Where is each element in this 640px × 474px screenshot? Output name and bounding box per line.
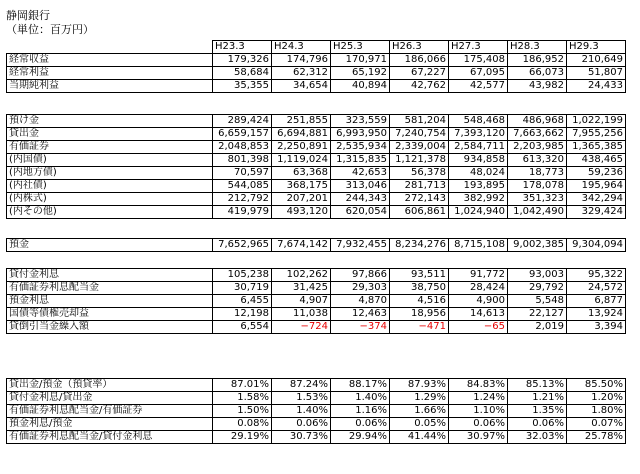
year-header-cell: H27.3 bbox=[449, 41, 508, 54]
value-cell: 63,368 bbox=[272, 167, 331, 180]
value-cell: 30.97% bbox=[449, 431, 508, 444]
value-cell: 88.17% bbox=[331, 379, 390, 392]
value-cell: 2,250,891 bbox=[272, 141, 331, 154]
value-cell: 2,339,004 bbox=[390, 141, 449, 154]
value-cell: 382,992 bbox=[449, 193, 508, 206]
value-cell: 419,979 bbox=[213, 206, 272, 219]
value-cell: 2,535,934 bbox=[331, 141, 390, 154]
value-cell: 29.19% bbox=[213, 431, 272, 444]
table-row bbox=[7, 154, 626, 167]
row-label: 有価証券利息配当金/貸付金利息 bbox=[7, 431, 213, 444]
row-label: 有価証券利息配当金/有価証券 bbox=[7, 405, 213, 418]
value-cell: 6,554 bbox=[213, 321, 272, 334]
year-header-cell: H28.3 bbox=[508, 41, 567, 54]
value-cell: 12,198 bbox=[213, 308, 272, 321]
value-cell: 12,463 bbox=[331, 308, 390, 321]
value-cell: 1.66% bbox=[390, 405, 449, 418]
value-cell: 606,861 bbox=[390, 206, 449, 219]
value-cell: 31,425 bbox=[272, 282, 331, 295]
value-cell: 6,455 bbox=[213, 295, 272, 308]
value-cell: 13,924 bbox=[567, 308, 626, 321]
value-cell: 24,433 bbox=[567, 80, 626, 93]
value-cell: 1,315,835 bbox=[331, 154, 390, 167]
value-cell: 8,234,276 bbox=[390, 239, 449, 252]
value-cell: 2,048,853 bbox=[213, 141, 272, 154]
table-row bbox=[7, 206, 626, 219]
table-row bbox=[7, 269, 626, 282]
value-cell: 289,424 bbox=[213, 115, 272, 128]
value-cell: 95,322 bbox=[567, 269, 626, 282]
value-cell: 0.06% bbox=[331, 418, 390, 431]
value-cell: 251,855 bbox=[272, 115, 331, 128]
value-cell: 93,511 bbox=[390, 269, 449, 282]
value-cell: 1,024,940 bbox=[449, 206, 508, 219]
value-cell: 6,993,950 bbox=[331, 128, 390, 141]
value-cell: 5,548 bbox=[508, 295, 567, 308]
value-cell: 7,932,455 bbox=[331, 239, 390, 252]
value-cell: 351,323 bbox=[508, 193, 567, 206]
value-cell: 29,792 bbox=[508, 282, 567, 295]
value-cell: 0.06% bbox=[449, 418, 508, 431]
value-cell: 2,019 bbox=[508, 321, 567, 334]
bank-title: 静岡銀行 bbox=[6, 9, 50, 22]
value-cell: 40,894 bbox=[331, 80, 390, 93]
value-cell: 0.06% bbox=[508, 418, 567, 431]
value-cell: 1.80% bbox=[567, 405, 626, 418]
value-cell: 34,654 bbox=[272, 80, 331, 93]
value-cell: 7,674,142 bbox=[272, 239, 331, 252]
value-cell: 0.05% bbox=[390, 418, 449, 431]
value-cell: 93,003 bbox=[508, 269, 567, 282]
value-cell: 7,240,754 bbox=[390, 128, 449, 141]
value-cell: 178,078 bbox=[508, 180, 567, 193]
row-label: 貸出金 bbox=[7, 128, 213, 141]
year-header-cell: H24.3 bbox=[272, 41, 331, 54]
value-cell: 620,054 bbox=[331, 206, 390, 219]
value-cell: 175,408 bbox=[449, 54, 508, 67]
value-cell: 0.06% bbox=[272, 418, 331, 431]
value-cell: 179,326 bbox=[213, 54, 272, 67]
value-cell: 6,694,881 bbox=[272, 128, 331, 141]
value-cell: 4,870 bbox=[331, 295, 390, 308]
value-cell: 934,858 bbox=[449, 154, 508, 167]
value-cell: 186,066 bbox=[390, 54, 449, 67]
value-cell: 18,773 bbox=[508, 167, 567, 180]
value-cell: 66,073 bbox=[508, 67, 567, 80]
row-label: 預金利息/預金 bbox=[7, 418, 213, 431]
value-cell: 3,394 bbox=[567, 321, 626, 334]
value-cell: 1.29% bbox=[390, 392, 449, 405]
value-cell: 613,320 bbox=[508, 154, 567, 167]
value-cell: 0.08% bbox=[213, 418, 272, 431]
value-cell: 41.44% bbox=[390, 431, 449, 444]
value-cell: 87.01% bbox=[213, 379, 272, 392]
value-cell: 9,002,385 bbox=[508, 239, 567, 252]
value-cell: 1.20% bbox=[567, 392, 626, 405]
data-table-3 bbox=[6, 238, 626, 252]
value-cell: 42,577 bbox=[449, 80, 508, 93]
value-cell: 170,971 bbox=[331, 54, 390, 67]
row-label: 貸倒引当金繰入額 bbox=[7, 321, 213, 334]
value-cell: 42,653 bbox=[331, 167, 390, 180]
value-cell: 51,807 bbox=[567, 67, 626, 80]
value-cell: 14,613 bbox=[449, 308, 508, 321]
value-cell: 195,964 bbox=[567, 180, 626, 193]
value-cell: 323,559 bbox=[331, 115, 390, 128]
value-cell: 7,663,662 bbox=[508, 128, 567, 141]
value-cell: 7,393,120 bbox=[449, 128, 508, 141]
value-cell: 1.21% bbox=[508, 392, 567, 405]
row-label: 有価証券 bbox=[7, 141, 213, 154]
value-cell: −471 bbox=[390, 321, 449, 334]
value-cell: 67,095 bbox=[449, 67, 508, 80]
value-cell: 244,343 bbox=[331, 193, 390, 206]
table-row bbox=[7, 321, 626, 334]
data-table-2 bbox=[6, 114, 626, 219]
value-cell: 65,192 bbox=[331, 67, 390, 80]
value-cell: 1.40% bbox=[272, 405, 331, 418]
row-label: (内その他) bbox=[7, 206, 213, 219]
value-cell: 29,303 bbox=[331, 282, 390, 295]
value-cell: −65 bbox=[449, 321, 508, 334]
year-header-row bbox=[7, 41, 626, 54]
value-cell: 43,982 bbox=[508, 80, 567, 93]
table-row bbox=[7, 239, 626, 252]
value-cell: 30,719 bbox=[213, 282, 272, 295]
value-cell: 67,227 bbox=[390, 67, 449, 80]
data-table-4 bbox=[6, 268, 626, 334]
value-cell: 1.53% bbox=[272, 392, 331, 405]
value-cell: 91,772 bbox=[449, 269, 508, 282]
value-cell: 801,398 bbox=[213, 154, 272, 167]
value-cell: 174,796 bbox=[272, 54, 331, 67]
table-row bbox=[7, 128, 626, 141]
table-row bbox=[7, 167, 626, 180]
value-cell: 186,952 bbox=[508, 54, 567, 67]
value-cell: 38,750 bbox=[390, 282, 449, 295]
table-row bbox=[7, 141, 626, 154]
value-cell: 548,468 bbox=[449, 115, 508, 128]
value-cell: 6,659,157 bbox=[213, 128, 272, 141]
table-row bbox=[7, 282, 626, 295]
value-cell: 207,201 bbox=[272, 193, 331, 206]
value-cell: 329,424 bbox=[567, 206, 626, 219]
value-cell: 22,127 bbox=[508, 308, 567, 321]
value-cell: 438,465 bbox=[567, 154, 626, 167]
row-label: (内株式) bbox=[7, 193, 213, 206]
value-cell: 4,900 bbox=[449, 295, 508, 308]
value-cell: 2,203,985 bbox=[508, 141, 567, 154]
value-cell: 581,204 bbox=[390, 115, 449, 128]
table-row bbox=[7, 418, 626, 431]
value-cell: 30.73% bbox=[272, 431, 331, 444]
value-cell: 1.35% bbox=[508, 405, 567, 418]
value-cell: 62,312 bbox=[272, 67, 331, 80]
row-label: (内地方債) bbox=[7, 167, 213, 180]
value-cell: 85.13% bbox=[508, 379, 567, 392]
table-row bbox=[7, 379, 626, 392]
value-cell: 24,572 bbox=[567, 282, 626, 295]
value-cell: 42,762 bbox=[390, 80, 449, 93]
table-row bbox=[7, 180, 626, 193]
value-cell: 97,866 bbox=[331, 269, 390, 282]
value-cell: 4,516 bbox=[390, 295, 449, 308]
value-cell: 4,907 bbox=[272, 295, 331, 308]
value-cell: 28,424 bbox=[449, 282, 508, 295]
value-cell: −374 bbox=[331, 321, 390, 334]
value-cell: 212,792 bbox=[213, 193, 272, 206]
row-label: (内社債) bbox=[7, 180, 213, 193]
table-row bbox=[7, 193, 626, 206]
value-cell: 84.83% bbox=[449, 379, 508, 392]
row-label: 貸出金/預金（預貸率） bbox=[7, 379, 213, 392]
value-cell: 87.93% bbox=[390, 379, 449, 392]
year-header-cell: H29.3 bbox=[567, 41, 626, 54]
value-cell: 1.58% bbox=[213, 392, 272, 405]
value-cell: 58,684 bbox=[213, 67, 272, 80]
table-row bbox=[7, 431, 626, 444]
value-cell: 7,955,256 bbox=[567, 128, 626, 141]
value-cell: 18,956 bbox=[390, 308, 449, 321]
value-cell: 1,042,490 bbox=[508, 206, 567, 219]
row-label: (内国債) bbox=[7, 154, 213, 167]
value-cell: 493,120 bbox=[272, 206, 331, 219]
value-cell: 210,649 bbox=[567, 54, 626, 67]
year-header-cell: H23.3 bbox=[213, 41, 272, 54]
table-row bbox=[7, 308, 626, 321]
value-cell: 1.24% bbox=[449, 392, 508, 405]
value-cell: 486,968 bbox=[508, 115, 567, 128]
value-cell: 1,119,024 bbox=[272, 154, 331, 167]
row-label: 預け金 bbox=[7, 115, 213, 128]
row-label: 貸付金利息 bbox=[7, 269, 213, 282]
value-cell: 35,355 bbox=[213, 80, 272, 93]
value-cell: 1,365,385 bbox=[567, 141, 626, 154]
value-cell: 313,046 bbox=[331, 180, 390, 193]
year-header-cell: H25.3 bbox=[331, 41, 390, 54]
value-cell: 105,238 bbox=[213, 269, 272, 282]
value-cell: 193,895 bbox=[449, 180, 508, 193]
table-row bbox=[7, 67, 626, 80]
table-row bbox=[7, 54, 626, 67]
value-cell: 8,715,108 bbox=[449, 239, 508, 252]
row-label: 経常利益 bbox=[7, 67, 213, 80]
value-cell: 1.50% bbox=[213, 405, 272, 418]
row-label: 当期純利益 bbox=[7, 80, 213, 93]
table-row bbox=[7, 80, 626, 93]
value-cell: 368,175 bbox=[272, 180, 331, 193]
unit-label: （単位：百万円） bbox=[6, 23, 94, 36]
value-cell: 2,584,711 bbox=[449, 141, 508, 154]
table-row bbox=[7, 115, 626, 128]
value-cell: 9,304,094 bbox=[567, 239, 626, 252]
value-cell: 70,597 bbox=[213, 167, 272, 180]
value-cell: 6,877 bbox=[567, 295, 626, 308]
value-cell: 1,121,378 bbox=[390, 154, 449, 167]
table-row bbox=[7, 295, 626, 308]
value-cell: 1.40% bbox=[331, 392, 390, 405]
value-cell: 1,022,199 bbox=[567, 115, 626, 128]
value-cell: 29.94% bbox=[331, 431, 390, 444]
value-cell: 281,713 bbox=[390, 180, 449, 193]
row-label: 国債等債権売却益 bbox=[7, 308, 213, 321]
row-label: 預金利息 bbox=[7, 295, 213, 308]
value-cell: 7,652,965 bbox=[213, 239, 272, 252]
row-label: 貸付金利息/貸出金 bbox=[7, 392, 213, 405]
table-row bbox=[7, 392, 626, 405]
value-cell: 11,038 bbox=[272, 308, 331, 321]
header-corner-cell bbox=[7, 41, 213, 54]
value-cell: 87.24% bbox=[272, 379, 331, 392]
value-cell: 59,236 bbox=[567, 167, 626, 180]
value-cell: 544,085 bbox=[213, 180, 272, 193]
value-cell: 85.50% bbox=[567, 379, 626, 392]
table-row bbox=[7, 405, 626, 418]
value-cell: 342,294 bbox=[567, 193, 626, 206]
value-cell: 1.10% bbox=[449, 405, 508, 418]
value-cell: 32.03% bbox=[508, 431, 567, 444]
row-label: 有価証券利息配当金 bbox=[7, 282, 213, 295]
value-cell: 48,024 bbox=[449, 167, 508, 180]
value-cell: 56,378 bbox=[390, 167, 449, 180]
value-cell: 102,262 bbox=[272, 269, 331, 282]
year-header-cell: H26.3 bbox=[390, 41, 449, 54]
row-label: 経常収益 bbox=[7, 54, 213, 67]
value-cell: −724 bbox=[272, 321, 331, 334]
data-table-5 bbox=[6, 378, 626, 444]
value-cell: 25.78% bbox=[567, 431, 626, 444]
value-cell: 0.07% bbox=[567, 418, 626, 431]
data-table-1 bbox=[6, 40, 626, 93]
row-label: 預金 bbox=[7, 239, 213, 252]
value-cell: 1.16% bbox=[331, 405, 390, 418]
value-cell: 272,143 bbox=[390, 193, 449, 206]
